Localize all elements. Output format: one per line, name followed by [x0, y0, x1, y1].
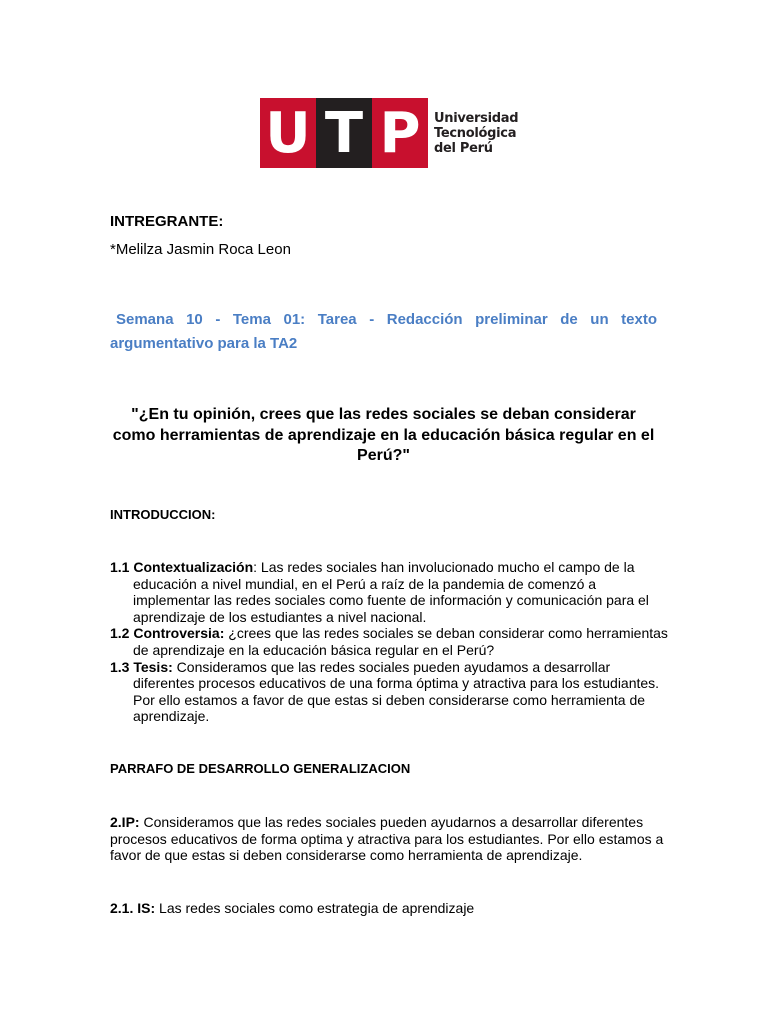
item-text: ¿crees que las redes sociales se deban considerar como herramientas de aprendizaje en la educación básica regular en el Perú?	[133, 625, 668, 658]
utp-logo	[260, 98, 518, 168]
task-title-text: Semana 10 - Tema 01: Tarea - Redacción preliminar de un texto argumentativo para la TA2	[110, 311, 657, 352]
member-name: *Melilza Jasmin Roca Leon	[110, 241, 291, 258]
item-text: : Las redes sociales han involucionado mucho el campo de la educación a nivel mundial, en el Perú a raíz de la pandemia de comenzó a implementar las redes sociales como fuente de información y comunicación para el aprendizaje de los estudiantes a nivel nacional.	[133, 559, 649, 625]
intro-heading: INTRODUCCION:	[110, 507, 216, 522]
logo-letter-t: T	[316, 98, 372, 168]
member-heading: INTREGRANTE:	[110, 213, 224, 230]
item-label: 1.2 Controversia:	[110, 625, 225, 642]
item-label: 1.3 Tesis:	[110, 658, 173, 675]
logo-letter-p: P	[372, 98, 428, 168]
logo-text-line-3: del Perú	[434, 140, 493, 156]
list-item-tesis	[110, 659, 670, 725]
logo-text-line-1: Universidad	[434, 110, 519, 126]
item-text: Consideramos que las redes sociales pueden ayudamos a desarrollar diferentes procesos educativos de una forma óptima y atractiva para los estudiantes. Por ello estamos a favor de que estas si deben considerarse como herramienta de aprendizaje.	[133, 658, 660, 725]
essay-question: "¿En tu opinión, crees que las redes sociales se deban considerar como herramientas de aprendizaje en la educación básica regular en el Perú?"	[112, 406, 655, 464]
logo-letter-u: U	[260, 98, 316, 168]
item-label: 1.1 Contextualización	[110, 559, 254, 575]
logo-text-line-2: Tecnológica	[434, 125, 517, 141]
is-text: Las redes sociales como estrategia de aprendizaje	[155, 900, 475, 916]
is-label: 2.1. IS:	[110, 900, 156, 916]
list-item-controversia	[110, 625, 670, 658]
ip-text: Consideramos que las redes sociales pueden ayudarnos a desarrollar diferentes procesos educativos de forma optima y atractiva para los estudiantes. Por ello estamos a favor de que estas si deben considerarse como herramienta de aprendizaje.	[110, 814, 664, 864]
ip-paragraph	[110, 814, 670, 864]
development-heading: PARRAFO DE DESARROLLO GENERALIZACION	[110, 761, 411, 776]
logo-wordmark	[434, 111, 518, 156]
intro-list	[110, 559, 670, 725]
list-item-contextualizacion	[110, 559, 670, 625]
is-paragraph	[110, 900, 474, 917]
task-title	[110, 308, 657, 355]
ip-label: 2.IP:	[110, 814, 140, 830]
